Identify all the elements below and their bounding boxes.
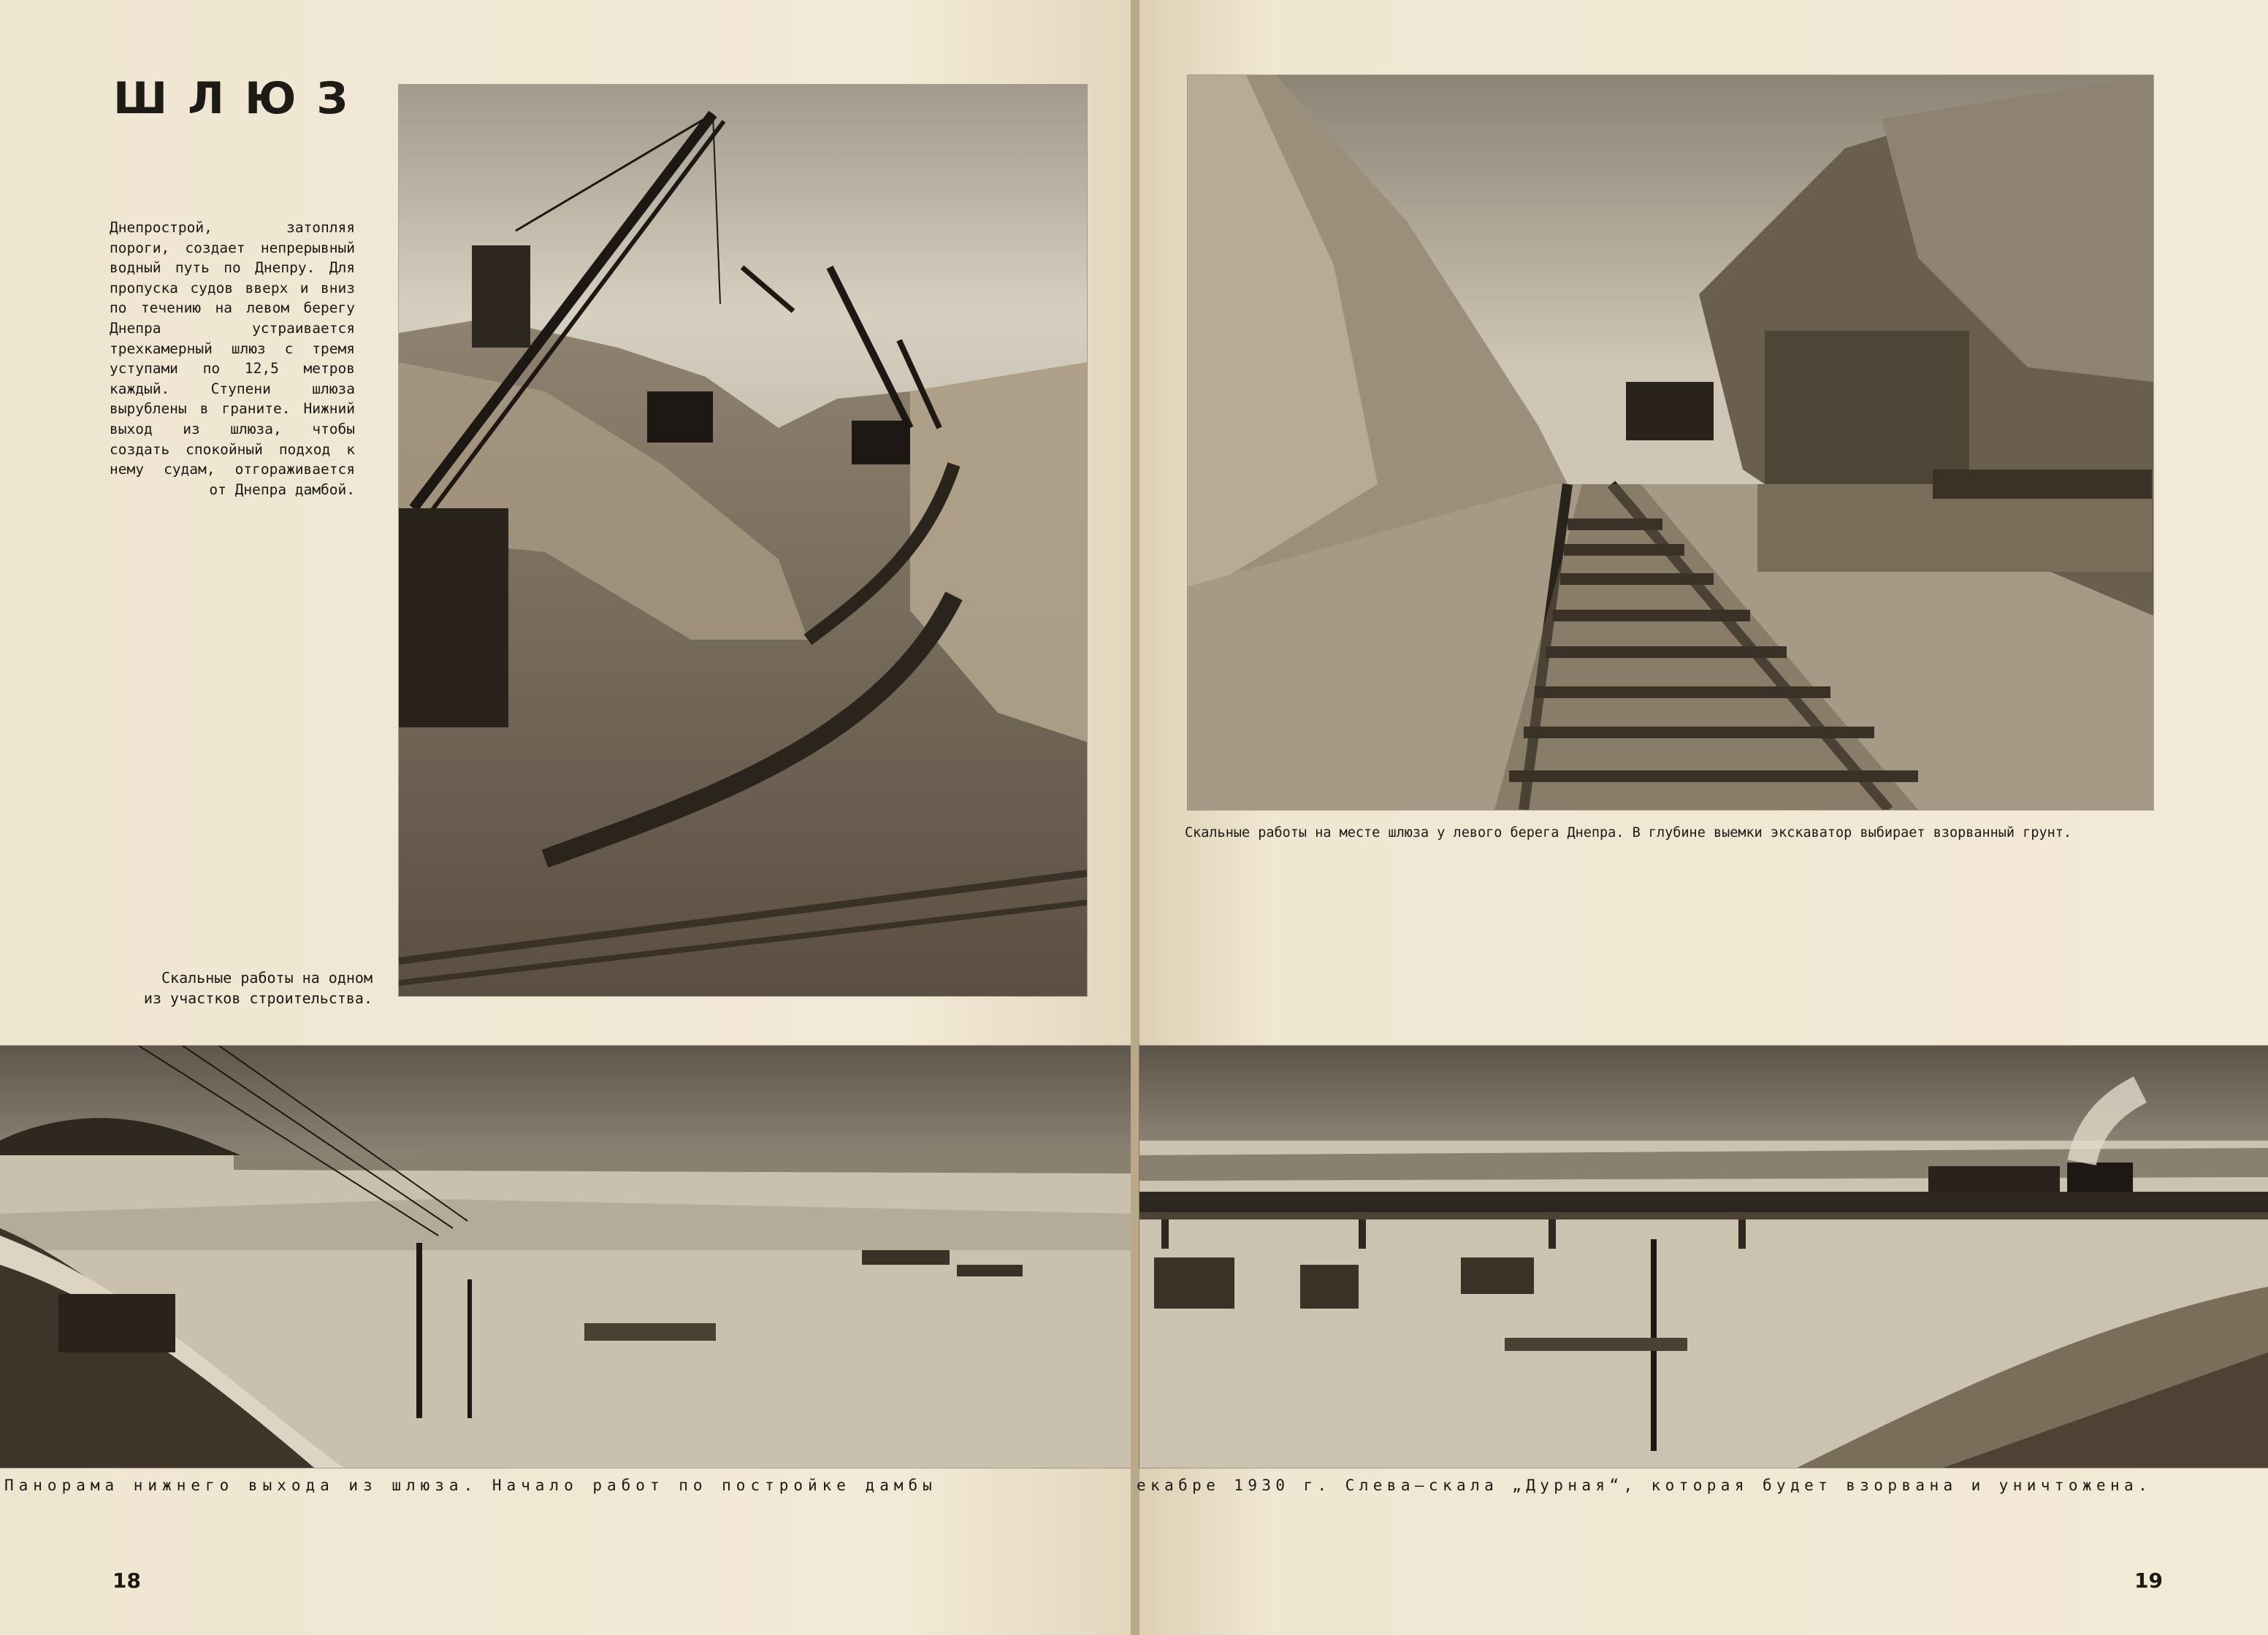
right-photo-caption: Скальные работы на месте шлюза у левого берега Днепра. В глубине выемки экскаватор выбирает взорванный грунт. (1185, 825, 2072, 841)
panorama-right-photo (1139, 1046, 2268, 1468)
panorama-left-photo (0, 1046, 1131, 1468)
panorama-caption-left: Панорама нижнего выхода из шлюза. Начало работ по постройке дамбы (4, 1477, 937, 1494)
left-photo-caption-line-2: из участков строительства. (143, 989, 373, 1007)
crane-excavation-photo (399, 85, 1087, 996)
page-gutter (1131, 0, 1139, 1635)
page-number-right: 19 (2134, 1569, 2163, 1593)
left-page (0, 0, 1131, 1635)
page-number-left: 18 (112, 1569, 141, 1593)
intro-text: Днепрострой, затопляя пороги, создает непрерывный водный путь по Днепру. Для пропуска судов вверх и вниз по течению на левом берегу Днепра устраивается трехкамерный шлюз с тремя уступами по 12,5 метров каждый. Ступени шлюза вырублены в граните. Нижний выход из шлюза, чтобы создать спокойный подход к нему судам, отгораживается от Днепра дамбой. (110, 219, 355, 498)
page-title: ШЛЮЗ (113, 73, 369, 124)
rail-track-cutting-photo (1188, 75, 2153, 810)
left-photo-caption (88, 968, 373, 1008)
left-photo-caption-line-1: Скальные работы на одном (161, 969, 373, 987)
panorama-caption-right: екабре 1930 г. Слева—скала „Дурная“, которая будет взорвана и уничтожена. (1137, 1477, 2153, 1494)
right-page (1139, 0, 2268, 1635)
